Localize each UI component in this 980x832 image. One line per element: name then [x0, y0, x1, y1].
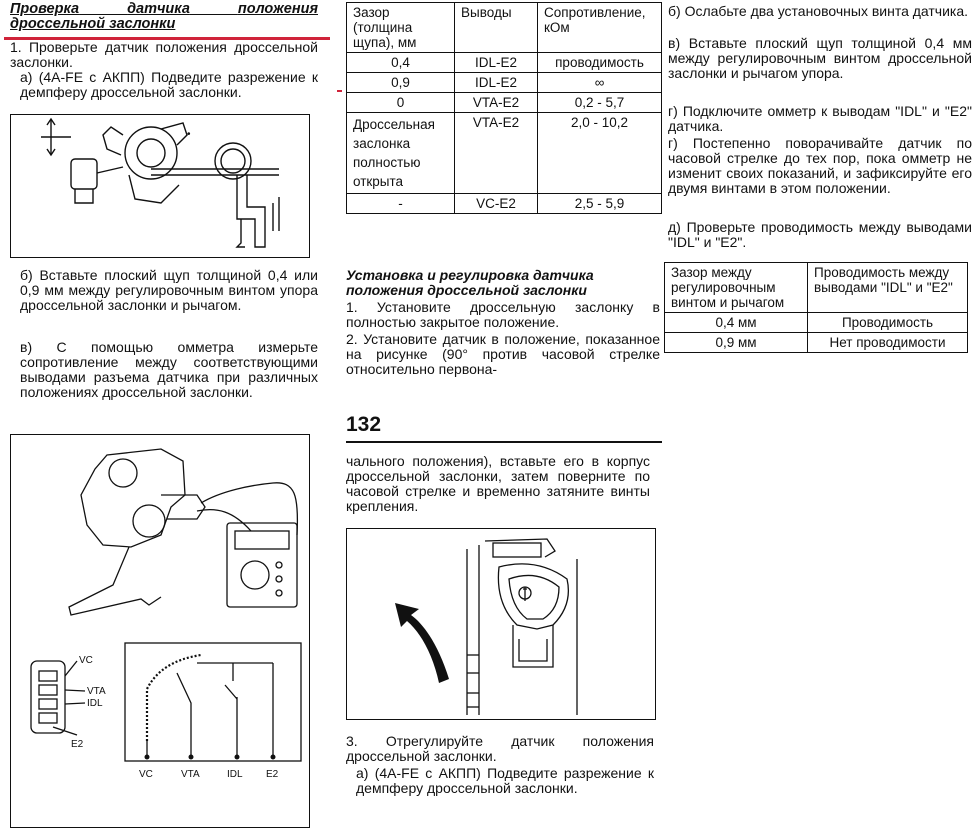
- connector-label-vc: VC: [79, 655, 93, 666]
- heading-word: датчика: [127, 1, 190, 17]
- table-header-cell: Зазор между регулировочным винтом и рычагом: [665, 263, 808, 313]
- terminal-label-vta: VTA: [181, 769, 200, 780]
- ohmmeter-illustration: [11, 435, 309, 827]
- install-heading: Установка и регулировка датчика положения дроссельной заслонки: [346, 267, 594, 298]
- adjust-step-v: в) Вставьте плоский щуп толщиной 0,4 мм между регулировочным винтом дроссельной заслонки и рычагом упора.: [668, 35, 972, 81]
- table-cell: 0,9 мм: [665, 333, 808, 353]
- conductivity-table: [664, 262, 968, 353]
- section-heading-line1: [10, 2, 318, 17]
- table-header-cell: Зазор (толщина щупа), мм: [347, 3, 455, 53]
- table-cell: Проводимость: [808, 313, 968, 333]
- table-cell: VC-E2: [455, 194, 538, 214]
- sensor-rotation-illustration: [347, 529, 655, 719]
- connector-label-vta: VTA: [87, 686, 106, 697]
- install-step-2-continued: чального положения), вставьте его в корпус дроссельной заслонки, затем поверните по часовой стрелке и временно затяните винты крепления.: [346, 453, 650, 514]
- table-cell: Нет проводимости: [808, 333, 968, 353]
- feeler-gauge-figure: [10, 114, 310, 258]
- table-cell: IDL-E2: [455, 73, 538, 93]
- terminal-label-idl: IDL: [227, 769, 243, 780]
- table-header-cell: Выводы: [455, 3, 538, 53]
- table-cell: проводимость: [538, 53, 662, 73]
- heading-word: Проверка: [10, 1, 80, 17]
- table-header-cell: Сопротивление, кОм: [538, 3, 662, 53]
- table-cell: VTA-E2: [455, 93, 538, 113]
- table-cell: 2,0 - 10,2: [538, 113, 662, 194]
- step-1b-text: б) Вставьте плоский щуп толщиной 0,4 или 0,9 мм между регулировочным винтом упора дроссельной заслонки и рычагом.: [20, 267, 318, 313]
- adjust-step-3a: а) (4A-FE с АКПП) Подведите разрежение к демпферу дроссельной заслонки.: [356, 765, 654, 796]
- table-row: [665, 313, 968, 333]
- terminal-label-vc: VC: [139, 769, 153, 780]
- page-number: 132: [346, 413, 382, 436]
- adjust-step-g2: г) Постепенно поворачивайте датчик по часовой стрелке до тех пор, пока омметр не изменит своих показаний, и зафиксируйте его двумя винтами в этом положении.: [668, 135, 972, 196]
- install-step-2: 2. Установите датчик в положение, показанное на рисунке (90° против часовой стрелке относительно первона-: [346, 331, 660, 377]
- table-cell: 0,4 мм: [665, 313, 808, 333]
- connector-label-idl: IDL: [87, 698, 103, 709]
- table-cell: 0,9: [347, 73, 455, 93]
- table-header-cell: Проводимость между выводами "IDL" и "E2": [808, 263, 968, 313]
- table-header-row: [665, 263, 968, 313]
- adjust-step-b: б) Ослабьте два установочных винта датчика.: [668, 3, 969, 19]
- table-cell: IDL-E2: [455, 53, 538, 73]
- table-cell: Дроссельная заслонка полностью открыта: [347, 113, 455, 194]
- heading-word: положения: [237, 1, 318, 17]
- section-heading: [10, 2, 318, 32]
- table-cell: 0,4: [347, 53, 455, 73]
- page-number-rule: [346, 441, 662, 443]
- svg-text:•: •: [187, 129, 191, 140]
- table-row: [347, 73, 662, 93]
- table-cell: -: [347, 194, 455, 214]
- table-row: [347, 53, 662, 73]
- install-step-1: 1. Установите дроссельную заслонку в полностью закрытое положение.: [346, 299, 660, 330]
- adjust-step-g1: г) Подключите омметр к выводам "IDL" и "E2" датчика.: [668, 103, 972, 134]
- table-row: [347, 113, 662, 194]
- step-1a-text: а) (4A-FE с АКПП) Подведите разрежение к демпферу дроссельной заслонки.: [20, 69, 318, 100]
- resistance-table: [346, 2, 662, 214]
- sensor-rotation-figure: [346, 528, 656, 720]
- table-row: [347, 93, 662, 113]
- adjust-step-3: 3. Отрегулируйте датчик положения дроссельной заслонки.: [346, 733, 654, 764]
- ohmmeter-check-figure: [10, 434, 310, 828]
- table-cell: ∞: [538, 73, 662, 93]
- table-cell: 2,5 - 5,9: [538, 194, 662, 214]
- table-header-row: [347, 3, 662, 53]
- step-1c-text: в) С помощью омметра измерьте сопротивление между соответствующими выводами разъема датчика при различных положениях дроссельной заслонки.: [20, 339, 318, 400]
- connector-label-e2: E2: [71, 739, 84, 750]
- table-row: [347, 194, 662, 214]
- table-row: [665, 333, 968, 353]
- adjust-step-d: д) Проверьте проводимость между выводами "IDL" и "E2".: [668, 219, 972, 250]
- red-dash-mark: [337, 90, 342, 92]
- table-cell: 0,2 - 5,7: [538, 93, 662, 113]
- table-cell: VTA-E2: [455, 113, 538, 194]
- step-1-text: 1. Проверьте датчик положения дроссельной заслонки.: [10, 39, 318, 70]
- terminal-label-e2: E2: [266, 769, 279, 780]
- table-cell: 0: [347, 93, 455, 113]
- throttle-feeler-illustration: [11, 115, 309, 257]
- section-heading-line2: дроссельной заслонки: [10, 16, 176, 32]
